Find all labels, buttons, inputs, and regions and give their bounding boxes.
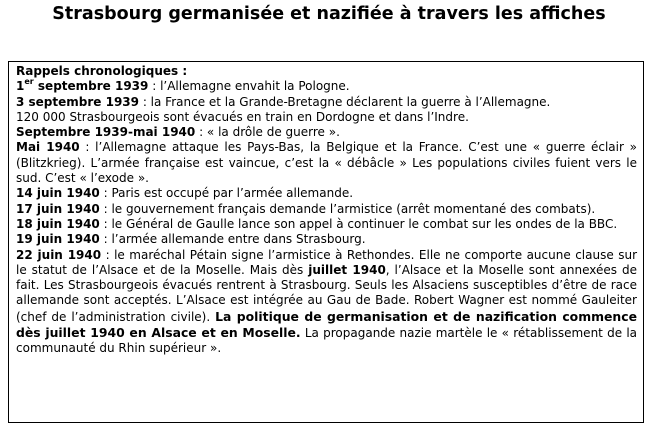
entry-1940-06-17: 17 juin 1940 : le gouvernement français demande l’armistice (arrêt momentané des combats). [16, 201, 596, 216]
entry-1940-06-19: 19 juin 1940 : l’armée allemande entre dans Strasbourg. [16, 232, 366, 247]
entry-date: 3 septembre 1939 [16, 94, 139, 109]
entry-date: 19 juin 1940 [16, 232, 100, 247]
entry-1939-09-03: 3 septembre 1939 : la France et la Grande-Bretagne déclarent la guerre à l’Allemagne. [16, 94, 551, 109]
page-title: Strasbourg germanisée et nazifiée à travers les affiches [52, 4, 606, 24]
entry-date: Septembre 1939-mai 1940 [16, 125, 196, 140]
entry-1940-05: Mai 1940 : l’Allemagne attaque les Pays-Bas, la Belgique et la France. C’est une « guerre éclair » (Blitzkrieg). L’armée française est vaincue, c’est la « débâcle » Les populations civiles fuient vers le sud. C’est « l’exode ». [16, 140, 637, 186]
entry-1940-06-18: 18 juin 1940 : le Général de Gaulle lance son appel à continuer le combat sur les ondes de la BBC. [16, 216, 618, 231]
chronology-box [8, 61, 644, 423]
entry-date: 18 juin 1940 [16, 216, 100, 231]
entry-evacuation: 120 000 Strasbourgeois sont évacués en train en Dordogne et dans l’Indre. [16, 109, 469, 124]
entry-1940-06-22: 22 juin 1940 : le maréchal Pétain signe l’armistice à Rethondes. Elle ne comporte aucune clause sur le statut de l’Alsace et de la Moselle. Mais dès juillet 1940, l’Alsace et la Moselle sont annexées de fait. Les Strasbourgeois évacués rentrent à Strasbourg. Seuls les Alsaciens susceptibles d’être de race allemande sont acceptés. L’Alsace est intégrée au Gau de Bade. Robert Wagner est nommé Gauleiter (chef de l’administration civile). La politique de germanisation et de nazification commence dès juillet 1940 en Alsace et en Moselle. La propagande nazie martèle le « rétablissement de la communauté du Rhin supérieur ». [16, 247, 638, 356]
entry-1940-06-14: 14 juin 1940 : Paris est occupé par l’armée allemande. [16, 186, 354, 201]
entry-date: 1er septembre 1939 [16, 77, 149, 94]
entry-1939-09-01: 1er septembre 1939 : l’Allemagne envahit la Pologne. [16, 77, 350, 94]
entry-date: 17 juin 1940 [16, 201, 100, 216]
entry-date: 14 juin 1940 [16, 186, 100, 201]
entry-date: Mai 1940 [16, 140, 80, 155]
entry-date: 22 juin 1940 [16, 247, 102, 262]
entry-drole-de-guerre: Septembre 1939-mai 1940 : « la drôle de guerre ». [16, 125, 340, 140]
chronology-heading: Rappels chronologiques : [16, 64, 188, 78]
